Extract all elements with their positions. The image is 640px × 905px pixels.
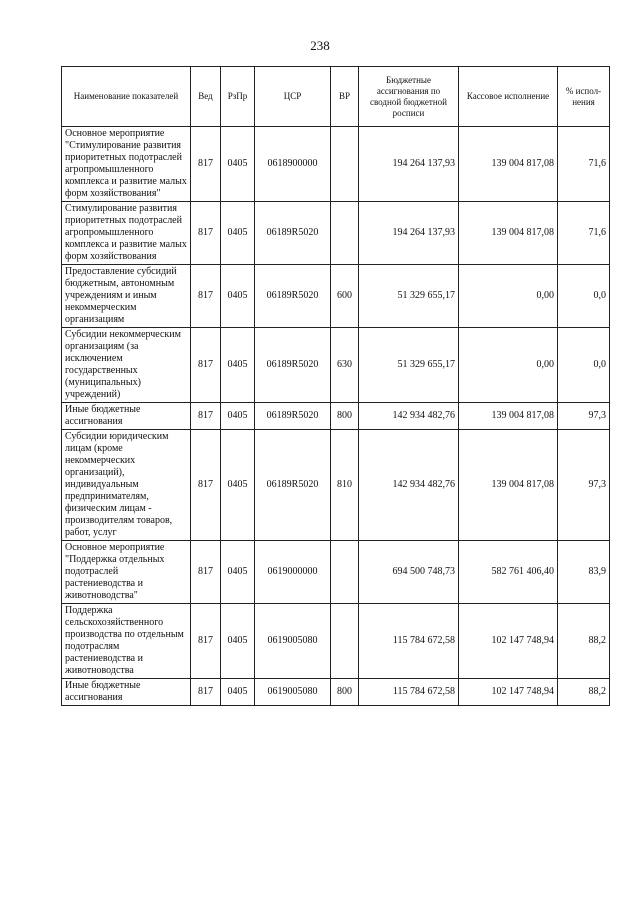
cell-kassa: 102 147 748,94 (459, 604, 558, 679)
table-row (62, 265, 610, 328)
cell-ved: 817 (191, 430, 221, 541)
cell-vr (331, 127, 359, 202)
cell-ved: 817 (191, 403, 221, 430)
cell-budget: 115 784 672,58 (359, 679, 459, 706)
cell-vr (331, 604, 359, 679)
cell-percent: 88,2 (558, 679, 610, 706)
cell-rzpr: 0405 (221, 265, 255, 328)
cell-csr: 06189R5020 (255, 403, 331, 430)
cell-kassa: 102 147 748,94 (459, 679, 558, 706)
cell-percent: 0,0 (558, 328, 610, 403)
cell-name: Субсидии некоммерческим организациям (за исключением государственных (муниципальных) учреждений) (62, 328, 191, 403)
cell-csr: 0618900000 (255, 127, 331, 202)
cell-rzpr: 0405 (221, 430, 255, 541)
cell-kassa: 582 761 406,40 (459, 541, 558, 604)
cell-percent: 71,6 (558, 127, 610, 202)
header-rzpr: РзПр (221, 67, 255, 127)
cell-percent: 97,3 (558, 430, 610, 541)
cell-rzpr: 0405 (221, 541, 255, 604)
header-ved: Вед (191, 67, 221, 127)
table-header-row (62, 67, 610, 127)
header-percent: % испол-нения (558, 67, 610, 127)
cell-csr: 0619005080 (255, 604, 331, 679)
cell-percent: 88,2 (558, 604, 610, 679)
cell-name: Иные бюджетные ассигнования (62, 403, 191, 430)
header-vr: ВР (331, 67, 359, 127)
cell-csr: 0619000000 (255, 541, 331, 604)
cell-name: Иные бюджетные ассигнования (62, 679, 191, 706)
cell-vr: 630 (331, 328, 359, 403)
cell-budget: 142 934 482,76 (359, 430, 459, 541)
header-budget: Бюджетные ассигнования по сводной бюджетной росписи (359, 67, 459, 127)
cell-budget: 194 264 137,93 (359, 127, 459, 202)
header-csr: ЦСР (255, 67, 331, 127)
cell-vr: 800 (331, 679, 359, 706)
cell-budget: 51 329 655,17 (359, 265, 459, 328)
cell-csr: 06189R5020 (255, 328, 331, 403)
cell-kassa: 0,00 (459, 265, 558, 328)
cell-vr (331, 202, 359, 265)
cell-ved: 817 (191, 679, 221, 706)
cell-rzpr: 0405 (221, 202, 255, 265)
table-row (62, 127, 610, 202)
cell-rzpr: 0405 (221, 403, 255, 430)
cell-ved: 817 (191, 265, 221, 328)
cell-rzpr: 0405 (221, 328, 255, 403)
cell-name: Основное мероприятие "Стимулирование развития приоритетных подотраслей агропромышленного комплекса и развитие малых форм хозяйствования" (62, 127, 191, 202)
cell-ved: 817 (191, 127, 221, 202)
cell-percent: 0,0 (558, 265, 610, 328)
table-row (62, 328, 610, 403)
table-row (62, 541, 610, 604)
cell-budget: 194 264 137,93 (359, 202, 459, 265)
cell-name: Стимулирование развития приоритетных подотраслей агропромышленного комплекса и развитие малых форм хозяйствования (62, 202, 191, 265)
cell-kassa: 139 004 817,08 (459, 430, 558, 541)
table-row (62, 202, 610, 265)
cell-csr: 0619005080 (255, 679, 331, 706)
cell-rzpr: 0405 (221, 127, 255, 202)
cell-name: Поддержка сельскохозяйственного производства по отдельным подотраслям растениеводства и животноводства (62, 604, 191, 679)
cell-ved: 817 (191, 328, 221, 403)
cell-vr: 600 (331, 265, 359, 328)
cell-kassa: 0,00 (459, 328, 558, 403)
page-number: 238 (310, 38, 330, 53)
cell-budget: 694 500 748,73 (359, 541, 459, 604)
cell-budget: 115 784 672,58 (359, 604, 459, 679)
cell-name: Предоставление субсидий бюджетным, автономным учреждениям и иным некоммерческим организациям (62, 265, 191, 328)
cell-vr: 810 (331, 430, 359, 541)
cell-ved: 817 (191, 202, 221, 265)
cell-budget: 51 329 655,17 (359, 328, 459, 403)
budget-table (61, 66, 610, 706)
cell-kassa: 139 004 817,08 (459, 127, 558, 202)
cell-csr: 06189R5020 (255, 202, 331, 265)
table-row (62, 403, 610, 430)
header-name: Наименование показателей (62, 67, 191, 127)
table-row (62, 679, 610, 706)
cell-percent: 71,6 (558, 202, 610, 265)
cell-ved: 817 (191, 604, 221, 679)
cell-kassa: 139 004 817,08 (459, 403, 558, 430)
cell-rzpr: 0405 (221, 604, 255, 679)
cell-ved: 817 (191, 541, 221, 604)
table-row (62, 430, 610, 541)
header-kassa: Кассовое исполнение (459, 67, 558, 127)
cell-csr: 06189R5020 (255, 265, 331, 328)
cell-vr: 800 (331, 403, 359, 430)
cell-kassa: 139 004 817,08 (459, 202, 558, 265)
cell-name: Основное мероприятие "Поддержка отдельных подотраслей растениеводства и животноводства" (62, 541, 191, 604)
cell-percent: 83,9 (558, 541, 610, 604)
cell-budget: 142 934 482,76 (359, 403, 459, 430)
cell-percent: 97,3 (558, 403, 610, 430)
cell-name: Субсидии юридическим лицам (кроме некоммерческих организаций), индивидуальным предпринимателям, физическим лицам - производителям товаров, работ, услуг (62, 430, 191, 541)
cell-vr (331, 541, 359, 604)
cell-rzpr: 0405 (221, 679, 255, 706)
cell-csr: 06189R5020 (255, 430, 331, 541)
table-row (62, 604, 610, 679)
